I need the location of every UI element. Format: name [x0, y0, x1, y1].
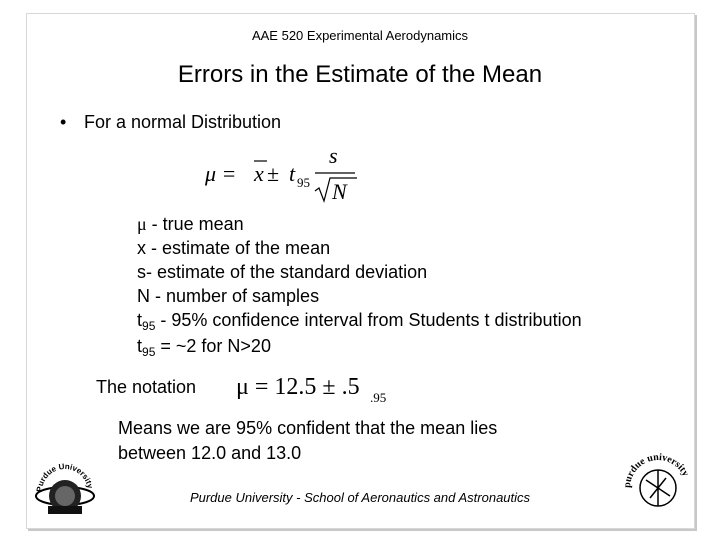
definitions-list	[137, 212, 582, 360]
eq1-numerator: s	[329, 143, 338, 168]
eq1-denominator: N	[332, 179, 347, 204]
eq1-xbar: x	[254, 161, 264, 186]
left-logo-text: Purdue University	[34, 462, 95, 493]
eq1-lhs: μ =	[205, 161, 237, 186]
definition-t95: $t_{95} - 95\%$ confidence interval from Students t distribution	[137, 310, 582, 333]
eq1-t-subscript: 95	[297, 175, 310, 190]
purdue-seal-logo-right	[620, 448, 696, 522]
definition-mu: μ - true mean	[137, 214, 244, 234]
meaning-text	[118, 416, 497, 466]
mean-estimate-equation	[205, 143, 365, 205]
notation-equation	[236, 368, 386, 406]
definition-t95-approx: $t_{95}$ = ~2 for N>20	[137, 336, 271, 359]
notation-label: The notation	[96, 377, 197, 397]
course-header: AAE 520 Experimental Aerodynamics	[251, 28, 469, 43]
right-logo-text: purdue university	[621, 451, 691, 489]
purdue-seal-logo-left	[32, 462, 98, 520]
definition-s: s- estimate of the standard deviation	[137, 262, 428, 282]
meaning-line-1: Means we are 95% confident that the mean lies	[118, 418, 498, 438]
eq2-main: μ = 12.5 ± .5	[236, 374, 360, 400]
meaning-line-2: between 12.0 and 13.0	[118, 443, 302, 463]
eq1-t: t	[289, 161, 296, 186]
eq2-subscript: .95	[370, 390, 386, 405]
bullet-marker: •	[60, 112, 67, 132]
footer-text: Purdue University - School of Aeronautics and Astronautics	[189, 490, 531, 505]
bullet-item	[60, 112, 281, 133]
slide-title: Errors in the Estimate of the Mean	[177, 61, 543, 88]
definition-x: x - estimate of the mean	[137, 238, 331, 258]
bullet-text: For a normal Distribution	[84, 112, 282, 132]
definition-n: N - number of samples	[137, 286, 320, 306]
eq1-pm: ±	[267, 161, 280, 186]
